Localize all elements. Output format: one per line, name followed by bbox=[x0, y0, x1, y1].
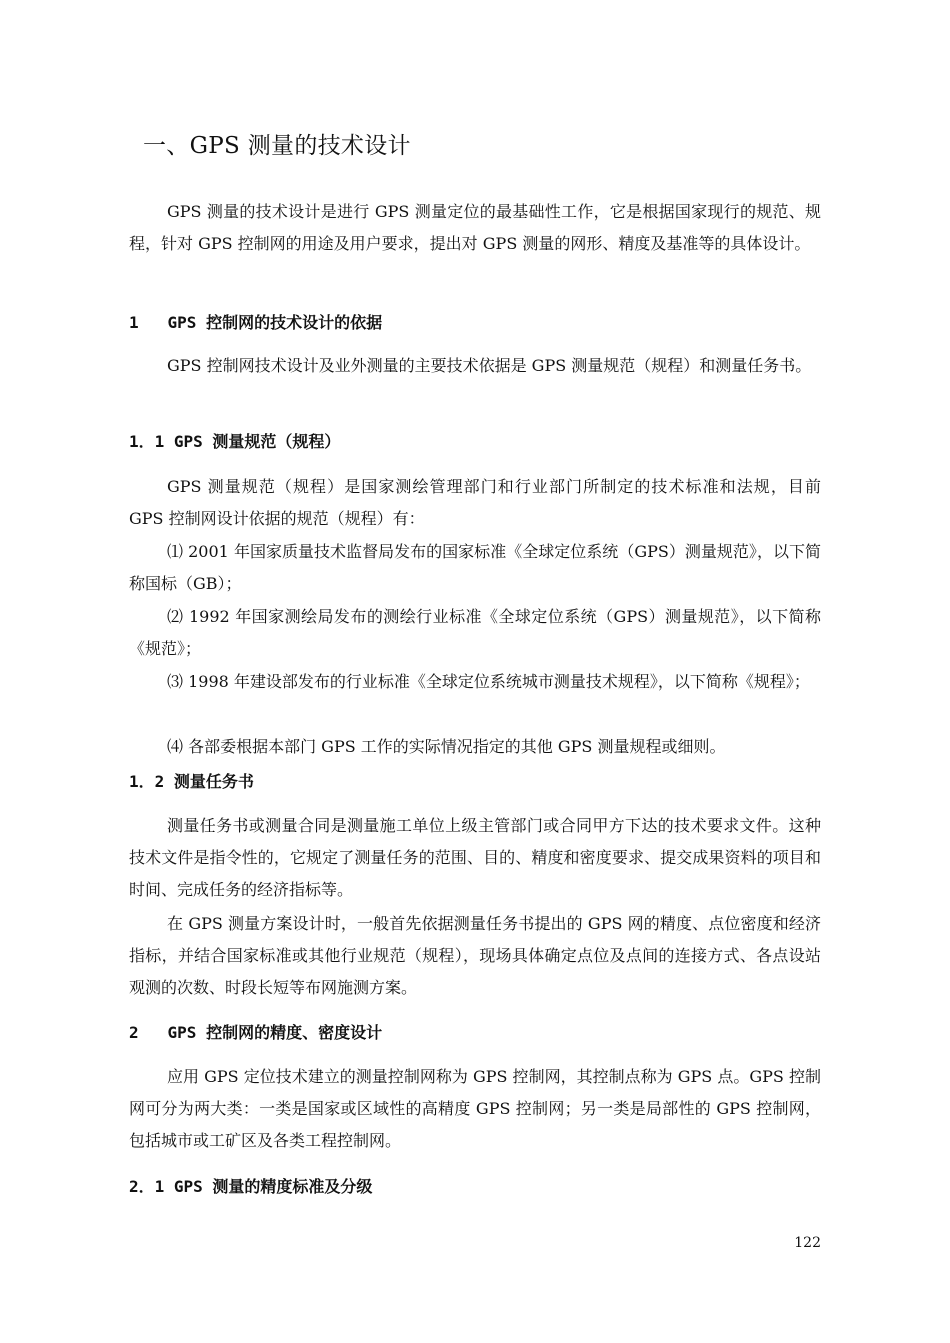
section-2-heading: 2 GPS 控制网的精度、密度设计 bbox=[129, 1023, 383, 1042]
page-number: 122 bbox=[794, 1235, 821, 1251]
standard-list-item: ⑷ 各部委根据本部门 GPS 工作的实际情况指定的其他 GPS 测量规程或细则。 bbox=[167, 737, 726, 756]
standard-list-item: ⑵ 1992 年国家测绘局发布的测绘行业标准《全球定位系统（GPS）测量规范》，以下简称《规范》； bbox=[129, 607, 821, 658]
standard-list-item: ⑴ 2001 年国家质量技术监督局发布的国家标准《全球定位系统（GPS）测量规范》，以下简称国标（GB）； bbox=[129, 542, 821, 593]
section-2-paragraph: 应用 GPS 定位技术建立的测量控制网称为 GPS 控制网，其控制点称为 GPS 点。GPS 控制网可分为两大类：一类是国家或区域性的高精度 GPS 控制网；另一类是局部性的 GPS 控制网，包括城市或工矿区及各类工程控制网。 bbox=[129, 1067, 821, 1150]
section-1-paragraph: GPS 控制网技术设计及业外测量的主要技术依据是 GPS 测量规范（规程）和测量任务书。 bbox=[167, 356, 812, 375]
section-1-2-paragraph: 测量任务书或测量合同是测量施工单位上级主管部门或合同甲方下达的技术要求文件。这种技术文件是指令性的，它规定了测量任务的范围、目的、精度和密度要求、提交成果资料的项目和时间、完成任务的经济指标等。 bbox=[129, 816, 821, 899]
standard-list-item: ⑶ 1998 年建设部发布的行业标准《全球定位系统城市测量技术规程》，以下简称《规程》； bbox=[167, 672, 810, 691]
section-2-1-heading: 2．1 GPS 测量的精度标准及分级 bbox=[129, 1177, 373, 1196]
page-title: 一、GPS 测量的技术设计 bbox=[143, 133, 411, 159]
section-1-2-paragraph-2: 在 GPS 测量方案设计时，一般首先依据测量任务书提出的 GPS 网的精度、点位密度和经济指标，并结合国家标准或其他行业规范（规程），现场具体确定点位及点间的连接方式、各点设站观测的次数、时段长短等布网施测方案。 bbox=[129, 914, 821, 997]
section-1-1-paragraph: GPS 测量规范（规程）是国家测绘管理部门和行业部门所制定的技术标准和法规，目前 GPS 控制网设计依据的规范（规程）有： bbox=[129, 477, 821, 528]
intro-paragraph: GPS 测量的技术设计是进行 GPS 测量定位的最基础性工作，它是根据国家现行的规范、规程，针对 GPS 控制网的用途及用户要求，提出对 GPS 测量的网形、精度及基准等的具体设计。 bbox=[129, 202, 821, 253]
section-1-2-heading: 1．2 测量任务书 bbox=[129, 772, 254, 791]
section-1-heading: 1 GPS 控制网的技术设计的依据 bbox=[129, 313, 383, 332]
section-1-1-heading: 1．1 GPS 测量规范（规程） bbox=[129, 432, 341, 451]
